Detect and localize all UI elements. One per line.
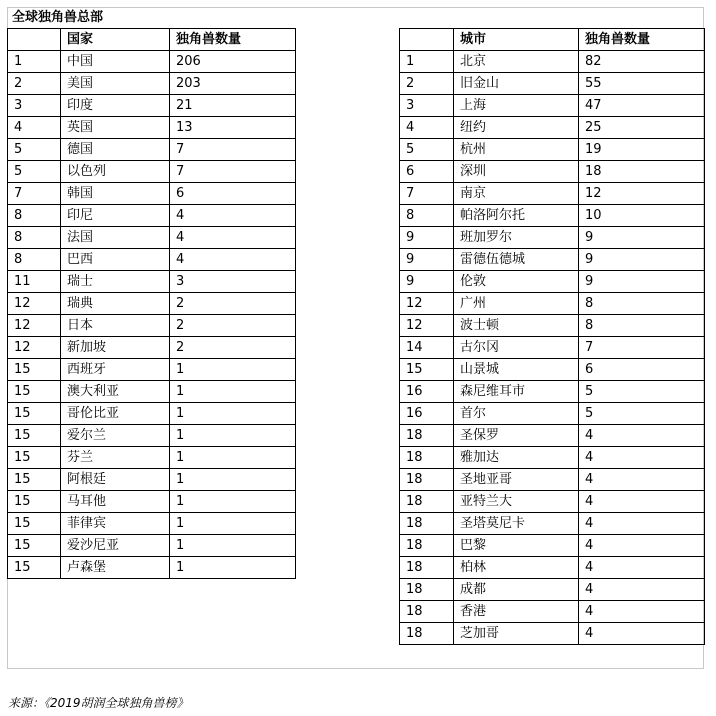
table-row xyxy=(400,315,705,337)
count-cell: 6 xyxy=(579,359,705,381)
count-cell: 1 xyxy=(170,513,296,535)
rank-cell: 18 xyxy=(400,513,454,535)
country-cell: 澳大利亚 xyxy=(61,381,170,403)
count-cell: 4 xyxy=(579,425,705,447)
city-cell: 旧金山 xyxy=(454,73,579,95)
rank-cell: 14 xyxy=(400,337,454,359)
table-row xyxy=(400,579,705,601)
country-cell: 中国 xyxy=(61,51,170,73)
table-title: 全球独角兽总部 xyxy=(12,10,104,25)
rank-cell: 12 xyxy=(8,315,61,337)
table-row xyxy=(400,51,705,73)
city-cell: 首尔 xyxy=(454,403,579,425)
table-row xyxy=(8,535,296,557)
count-cell: 1 xyxy=(170,557,296,579)
count-cell: 8 xyxy=(579,293,705,315)
rank-cell: 5 xyxy=(8,139,61,161)
rank-cell: 7 xyxy=(400,183,454,205)
country-cell: 韩国 xyxy=(61,183,170,205)
rank-cell: 1 xyxy=(8,51,61,73)
city-cell: 杭州 xyxy=(454,139,579,161)
rank-cell: 18 xyxy=(400,579,454,601)
rank-cell: 7 xyxy=(8,183,61,205)
country-cell: 新加坡 xyxy=(61,337,170,359)
rank-cell: 8 xyxy=(8,249,61,271)
rank-cell: 15 xyxy=(8,491,61,513)
count-cell: 2 xyxy=(170,293,296,315)
count-cell: 1 xyxy=(170,359,296,381)
country-cell: 阿根廷 xyxy=(61,469,170,491)
rank-cell: 18 xyxy=(400,623,454,645)
rank-header xyxy=(8,29,61,51)
count-cell: 7 xyxy=(579,337,705,359)
rank-cell: 4 xyxy=(400,117,454,139)
city-cell: 广州 xyxy=(454,293,579,315)
city-cell: 深圳 xyxy=(454,161,579,183)
count-cell: 9 xyxy=(579,227,705,249)
count-cell: 1 xyxy=(170,469,296,491)
table-row xyxy=(400,183,705,205)
rank-cell: 8 xyxy=(400,205,454,227)
count-cell: 9 xyxy=(579,271,705,293)
rank-header xyxy=(400,29,454,51)
table-row xyxy=(8,205,296,227)
country-header: 国家 xyxy=(61,29,170,51)
table-row xyxy=(8,117,296,139)
rank-cell: 18 xyxy=(400,557,454,579)
city-cell: 南京 xyxy=(454,183,579,205)
count-cell: 10 xyxy=(579,205,705,227)
city-table-header-row xyxy=(400,29,705,51)
count-cell: 4 xyxy=(170,249,296,271)
table-row xyxy=(8,403,296,425)
table-row xyxy=(8,359,296,381)
city-cell: 波士顿 xyxy=(454,315,579,337)
country-cell: 哥伦比亚 xyxy=(61,403,170,425)
table-row xyxy=(8,447,296,469)
count-cell: 12 xyxy=(579,183,705,205)
city-cell: 雅加达 xyxy=(454,447,579,469)
table-row xyxy=(400,557,705,579)
table-row xyxy=(8,557,296,579)
count-cell: 1 xyxy=(170,535,296,557)
count-header: 独角兽数量 xyxy=(579,29,705,51)
rank-cell: 8 xyxy=(8,227,61,249)
rank-cell: 15 xyxy=(400,359,454,381)
country-cell: 美国 xyxy=(61,73,170,95)
country-cell: 巴西 xyxy=(61,249,170,271)
count-cell: 7 xyxy=(170,139,296,161)
rank-cell: 18 xyxy=(400,601,454,623)
count-cell: 4 xyxy=(579,601,705,623)
country-cell: 爱尔兰 xyxy=(61,425,170,447)
city-cell: 圣保罗 xyxy=(454,425,579,447)
country-cell: 菲律宾 xyxy=(61,513,170,535)
rank-cell: 15 xyxy=(8,557,61,579)
city-cell: 山景城 xyxy=(454,359,579,381)
count-cell: 4 xyxy=(579,469,705,491)
country-cell: 德国 xyxy=(61,139,170,161)
table-row xyxy=(8,51,296,73)
table-row xyxy=(8,315,296,337)
rank-cell: 5 xyxy=(8,161,61,183)
table-row xyxy=(400,623,705,645)
source-note: 来源：《2019胡润全球独角兽榜》 xyxy=(8,696,189,710)
rank-cell: 15 xyxy=(8,513,61,535)
count-cell: 1 xyxy=(170,403,296,425)
city-cell: 成都 xyxy=(454,579,579,601)
city-cell: 古尔冈 xyxy=(454,337,579,359)
rank-cell: 18 xyxy=(400,425,454,447)
count-cell: 4 xyxy=(579,513,705,535)
country-cell: 印尼 xyxy=(61,205,170,227)
rank-cell: 9 xyxy=(400,227,454,249)
rank-cell: 12 xyxy=(8,337,61,359)
table-row xyxy=(8,249,296,271)
rank-cell: 2 xyxy=(400,73,454,95)
rank-cell: 1 xyxy=(400,51,454,73)
table-row xyxy=(400,491,705,513)
count-cell: 4 xyxy=(170,205,296,227)
city-cell: 上海 xyxy=(454,95,579,117)
table-row xyxy=(400,161,705,183)
rank-cell: 15 xyxy=(8,403,61,425)
rank-cell: 15 xyxy=(8,535,61,557)
city-cell: 帕洛阿尔托 xyxy=(454,205,579,227)
rank-cell: 15 xyxy=(8,359,61,381)
rank-cell: 15 xyxy=(8,381,61,403)
country-cell: 卢森堡 xyxy=(61,557,170,579)
city-header: 城市 xyxy=(454,29,579,51)
count-cell: 8 xyxy=(579,315,705,337)
rank-cell: 6 xyxy=(400,161,454,183)
count-cell: 6 xyxy=(170,183,296,205)
city-cell: 北京 xyxy=(454,51,579,73)
rank-cell: 8 xyxy=(8,205,61,227)
table-row xyxy=(400,117,705,139)
rank-cell: 11 xyxy=(8,271,61,293)
count-cell: 1 xyxy=(170,447,296,469)
table-row xyxy=(8,95,296,117)
country-cell: 日本 xyxy=(61,315,170,337)
table-row xyxy=(400,249,705,271)
rank-cell: 4 xyxy=(8,117,61,139)
table-row xyxy=(8,271,296,293)
city-cell: 纽约 xyxy=(454,117,579,139)
table-row xyxy=(8,337,296,359)
table-row xyxy=(8,469,296,491)
count-cell: 4 xyxy=(579,447,705,469)
city-cell: 圣地亚哥 xyxy=(454,469,579,491)
count-cell: 1 xyxy=(170,381,296,403)
country-cell: 瑞士 xyxy=(61,271,170,293)
city-cell: 芝加哥 xyxy=(454,623,579,645)
country-cell: 芬兰 xyxy=(61,447,170,469)
rank-cell: 9 xyxy=(400,249,454,271)
rank-cell: 15 xyxy=(8,425,61,447)
rank-cell: 15 xyxy=(8,447,61,469)
count-cell: 47 xyxy=(579,95,705,117)
city-cell: 伦敦 xyxy=(454,271,579,293)
count-cell: 82 xyxy=(579,51,705,73)
count-cell: 4 xyxy=(579,579,705,601)
table-row xyxy=(400,337,705,359)
count-cell: 2 xyxy=(170,315,296,337)
table-row xyxy=(400,535,705,557)
city-cell: 亚特兰大 xyxy=(454,491,579,513)
rank-cell: 15 xyxy=(8,469,61,491)
table-row xyxy=(8,293,296,315)
table-row xyxy=(8,73,296,95)
count-cell: 55 xyxy=(579,73,705,95)
table-row xyxy=(8,139,296,161)
city-cell: 森尼维耳市 xyxy=(454,381,579,403)
rank-cell: 18 xyxy=(400,491,454,513)
rank-cell: 16 xyxy=(400,381,454,403)
count-cell: 3 xyxy=(170,271,296,293)
country-cell: 以色列 xyxy=(61,161,170,183)
table-row xyxy=(400,469,705,491)
count-header: 独角兽数量 xyxy=(170,29,296,51)
rank-cell: 18 xyxy=(400,535,454,557)
count-cell: 18 xyxy=(579,161,705,183)
table-row xyxy=(8,425,296,447)
table-row xyxy=(400,381,705,403)
table-row xyxy=(400,293,705,315)
count-cell: 2 xyxy=(170,337,296,359)
count-cell: 5 xyxy=(579,403,705,425)
table-row xyxy=(8,227,296,249)
table-row xyxy=(400,73,705,95)
count-cell: 4 xyxy=(170,227,296,249)
count-cell: 4 xyxy=(579,623,705,645)
count-cell: 19 xyxy=(579,139,705,161)
country-cell: 马耳他 xyxy=(61,491,170,513)
rank-cell: 16 xyxy=(400,403,454,425)
country-cell: 法国 xyxy=(61,227,170,249)
table-row xyxy=(400,227,705,249)
table-row xyxy=(400,425,705,447)
table-row xyxy=(400,403,705,425)
city-cell: 雷德伍德城 xyxy=(454,249,579,271)
count-cell: 4 xyxy=(579,535,705,557)
count-cell: 206 xyxy=(170,51,296,73)
country-table-header-row xyxy=(8,29,296,51)
rank-cell: 3 xyxy=(400,95,454,117)
city-cell: 巴黎 xyxy=(454,535,579,557)
table-row xyxy=(400,205,705,227)
table-row xyxy=(400,271,705,293)
city-cell: 柏林 xyxy=(454,557,579,579)
table-row xyxy=(400,513,705,535)
table-row xyxy=(8,513,296,535)
country-cell: 英国 xyxy=(61,117,170,139)
rank-cell: 18 xyxy=(400,469,454,491)
table-row xyxy=(8,491,296,513)
table-row xyxy=(400,359,705,381)
country-table xyxy=(7,28,296,579)
count-cell: 4 xyxy=(579,491,705,513)
country-cell: 瑞典 xyxy=(61,293,170,315)
count-cell: 9 xyxy=(579,249,705,271)
city-cell: 班加罗尔 xyxy=(454,227,579,249)
country-cell: 印度 xyxy=(61,95,170,117)
table-row xyxy=(400,447,705,469)
country-cell: 爱沙尼亚 xyxy=(61,535,170,557)
table-row xyxy=(400,139,705,161)
count-cell: 203 xyxy=(170,73,296,95)
count-cell: 4 xyxy=(579,557,705,579)
count-cell: 21 xyxy=(170,95,296,117)
table-row xyxy=(8,183,296,205)
table-row xyxy=(8,161,296,183)
count-cell: 1 xyxy=(170,491,296,513)
table-row xyxy=(8,381,296,403)
count-cell: 25 xyxy=(579,117,705,139)
rank-cell: 12 xyxy=(400,293,454,315)
city-table xyxy=(399,28,705,645)
rank-cell: 9 xyxy=(400,271,454,293)
rank-cell: 3 xyxy=(8,95,61,117)
rank-cell: 5 xyxy=(400,139,454,161)
country-cell: 西班牙 xyxy=(61,359,170,381)
count-cell: 1 xyxy=(170,425,296,447)
table-row xyxy=(400,95,705,117)
table-row xyxy=(400,601,705,623)
rank-cell: 12 xyxy=(8,293,61,315)
count-cell: 7 xyxy=(170,161,296,183)
count-cell: 13 xyxy=(170,117,296,139)
rank-cell: 18 xyxy=(400,447,454,469)
rank-cell: 12 xyxy=(400,315,454,337)
city-cell: 圣塔莫尼卡 xyxy=(454,513,579,535)
count-cell: 5 xyxy=(579,381,705,403)
rank-cell: 2 xyxy=(8,73,61,95)
city-cell: 香港 xyxy=(454,601,579,623)
